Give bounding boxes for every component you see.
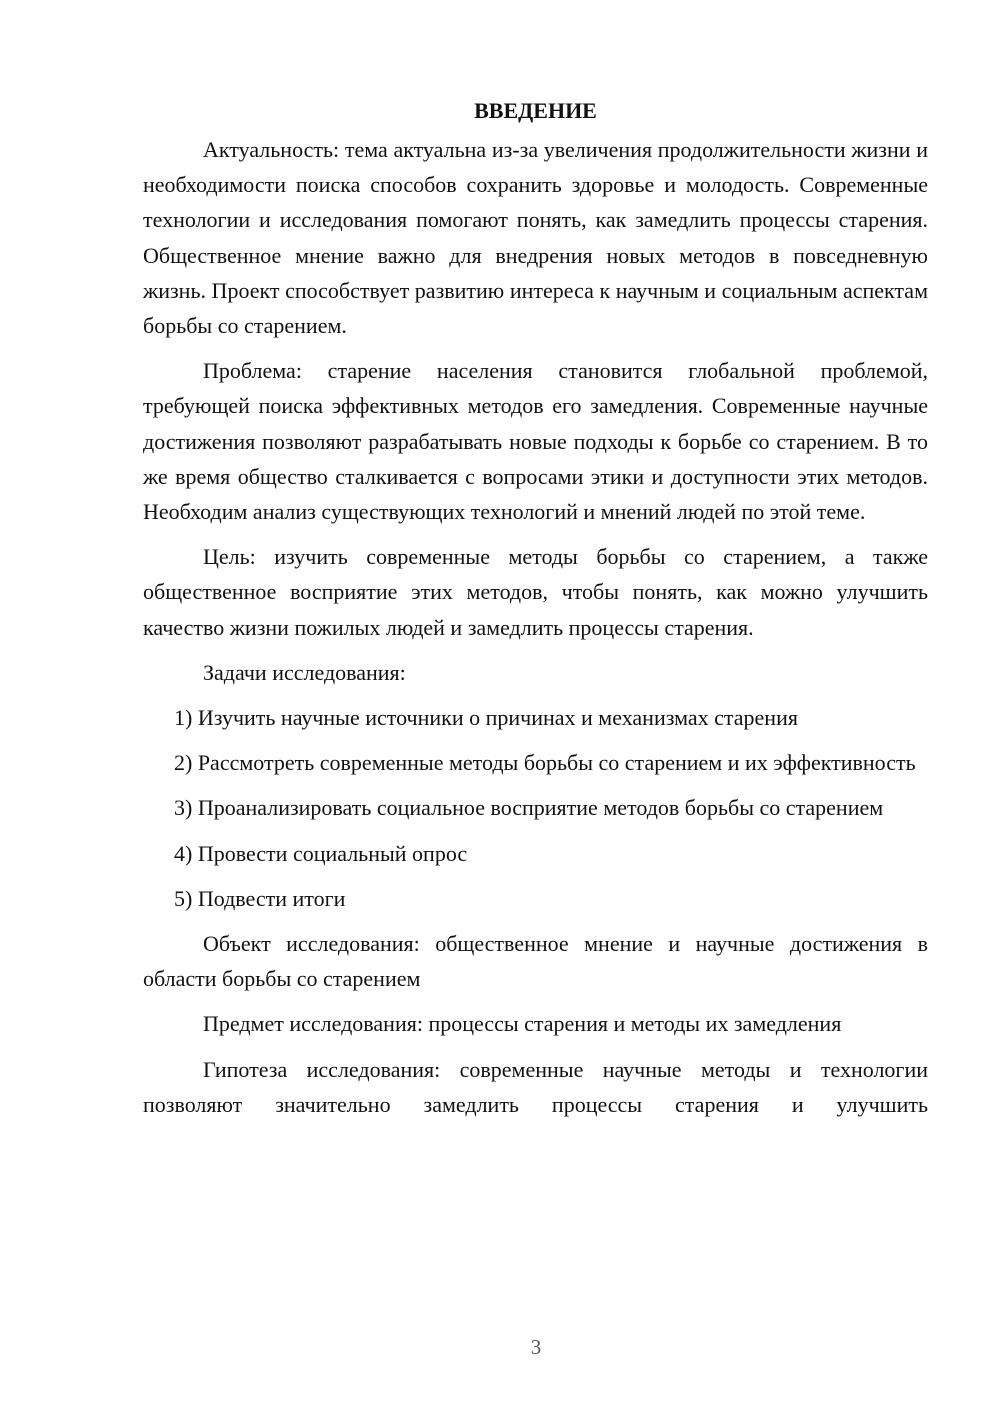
- problem-paragraph: Проблема: старение населения становится глобальной проблемой, требующей поиска эффективных методов его замедления. Современные научные достижения позволяют разрабатывать новые подходы к борьбе со старением. В то же время общество сталкивается с вопросами этики и доступности этих методов. Необходим анализ существующих технологий и мнений людей по этой теме.: [143, 358, 928, 525]
- hypothesis-paragraph: Гипотеза исследования: современные научные методы и технологии позволяют значительно замедлить процессы старения и улучшить: [143, 1056, 928, 1117]
- object-paragraph: Объект исследования: общественное мнение и научные достижения в области борьбы со старением: [143, 931, 928, 992]
- relevance-paragraph: Актуальность: тема актуальна из-за увеличения продолжительности жизни и необходимости поиска способов сохранить здоровье и молодость. Современные технологии и исследования помогают понять, как замедлить процессы старения. Общественное мнение важно для внедрения новых методов в повседневную жизнь. Проект способствует развитию интереса к научным и социальным аспектам борьбы со старением.: [143, 137, 928, 339]
- task-item-4: 4) Провести социальный опрос: [174, 840, 468, 866]
- task-item-2: 2) Рассмотреть современные методы борьбы со старением и их эффективность: [174, 750, 916, 776]
- goal-paragraph: Цель: изучить современные методы борьбы со старением, а также общественное восприятие этих методов, чтобы понять, как можно улучшить качество жизни пожилых людей и замедлить процессы старения.: [143, 544, 928, 640]
- page-number: 3: [530, 1335, 542, 1359]
- document-page: [143, 96, 928, 1122]
- task-item-5: 5) Подвести итоги: [174, 885, 346, 911]
- tasks-heading: Задачи исследования:: [203, 659, 406, 685]
- task-item-3: 3) Проанализировать социальное восприятие методов борьбы со старением: [174, 795, 884, 821]
- section-heading: ВВЕДЕНИЕ: [474, 98, 597, 123]
- task-item-1: 1) Изучить научные источники о причинах и механизмах старения: [174, 705, 798, 731]
- subject-paragraph: Предмет исследования: процессы старения и методы их замедления: [203, 1011, 842, 1037]
